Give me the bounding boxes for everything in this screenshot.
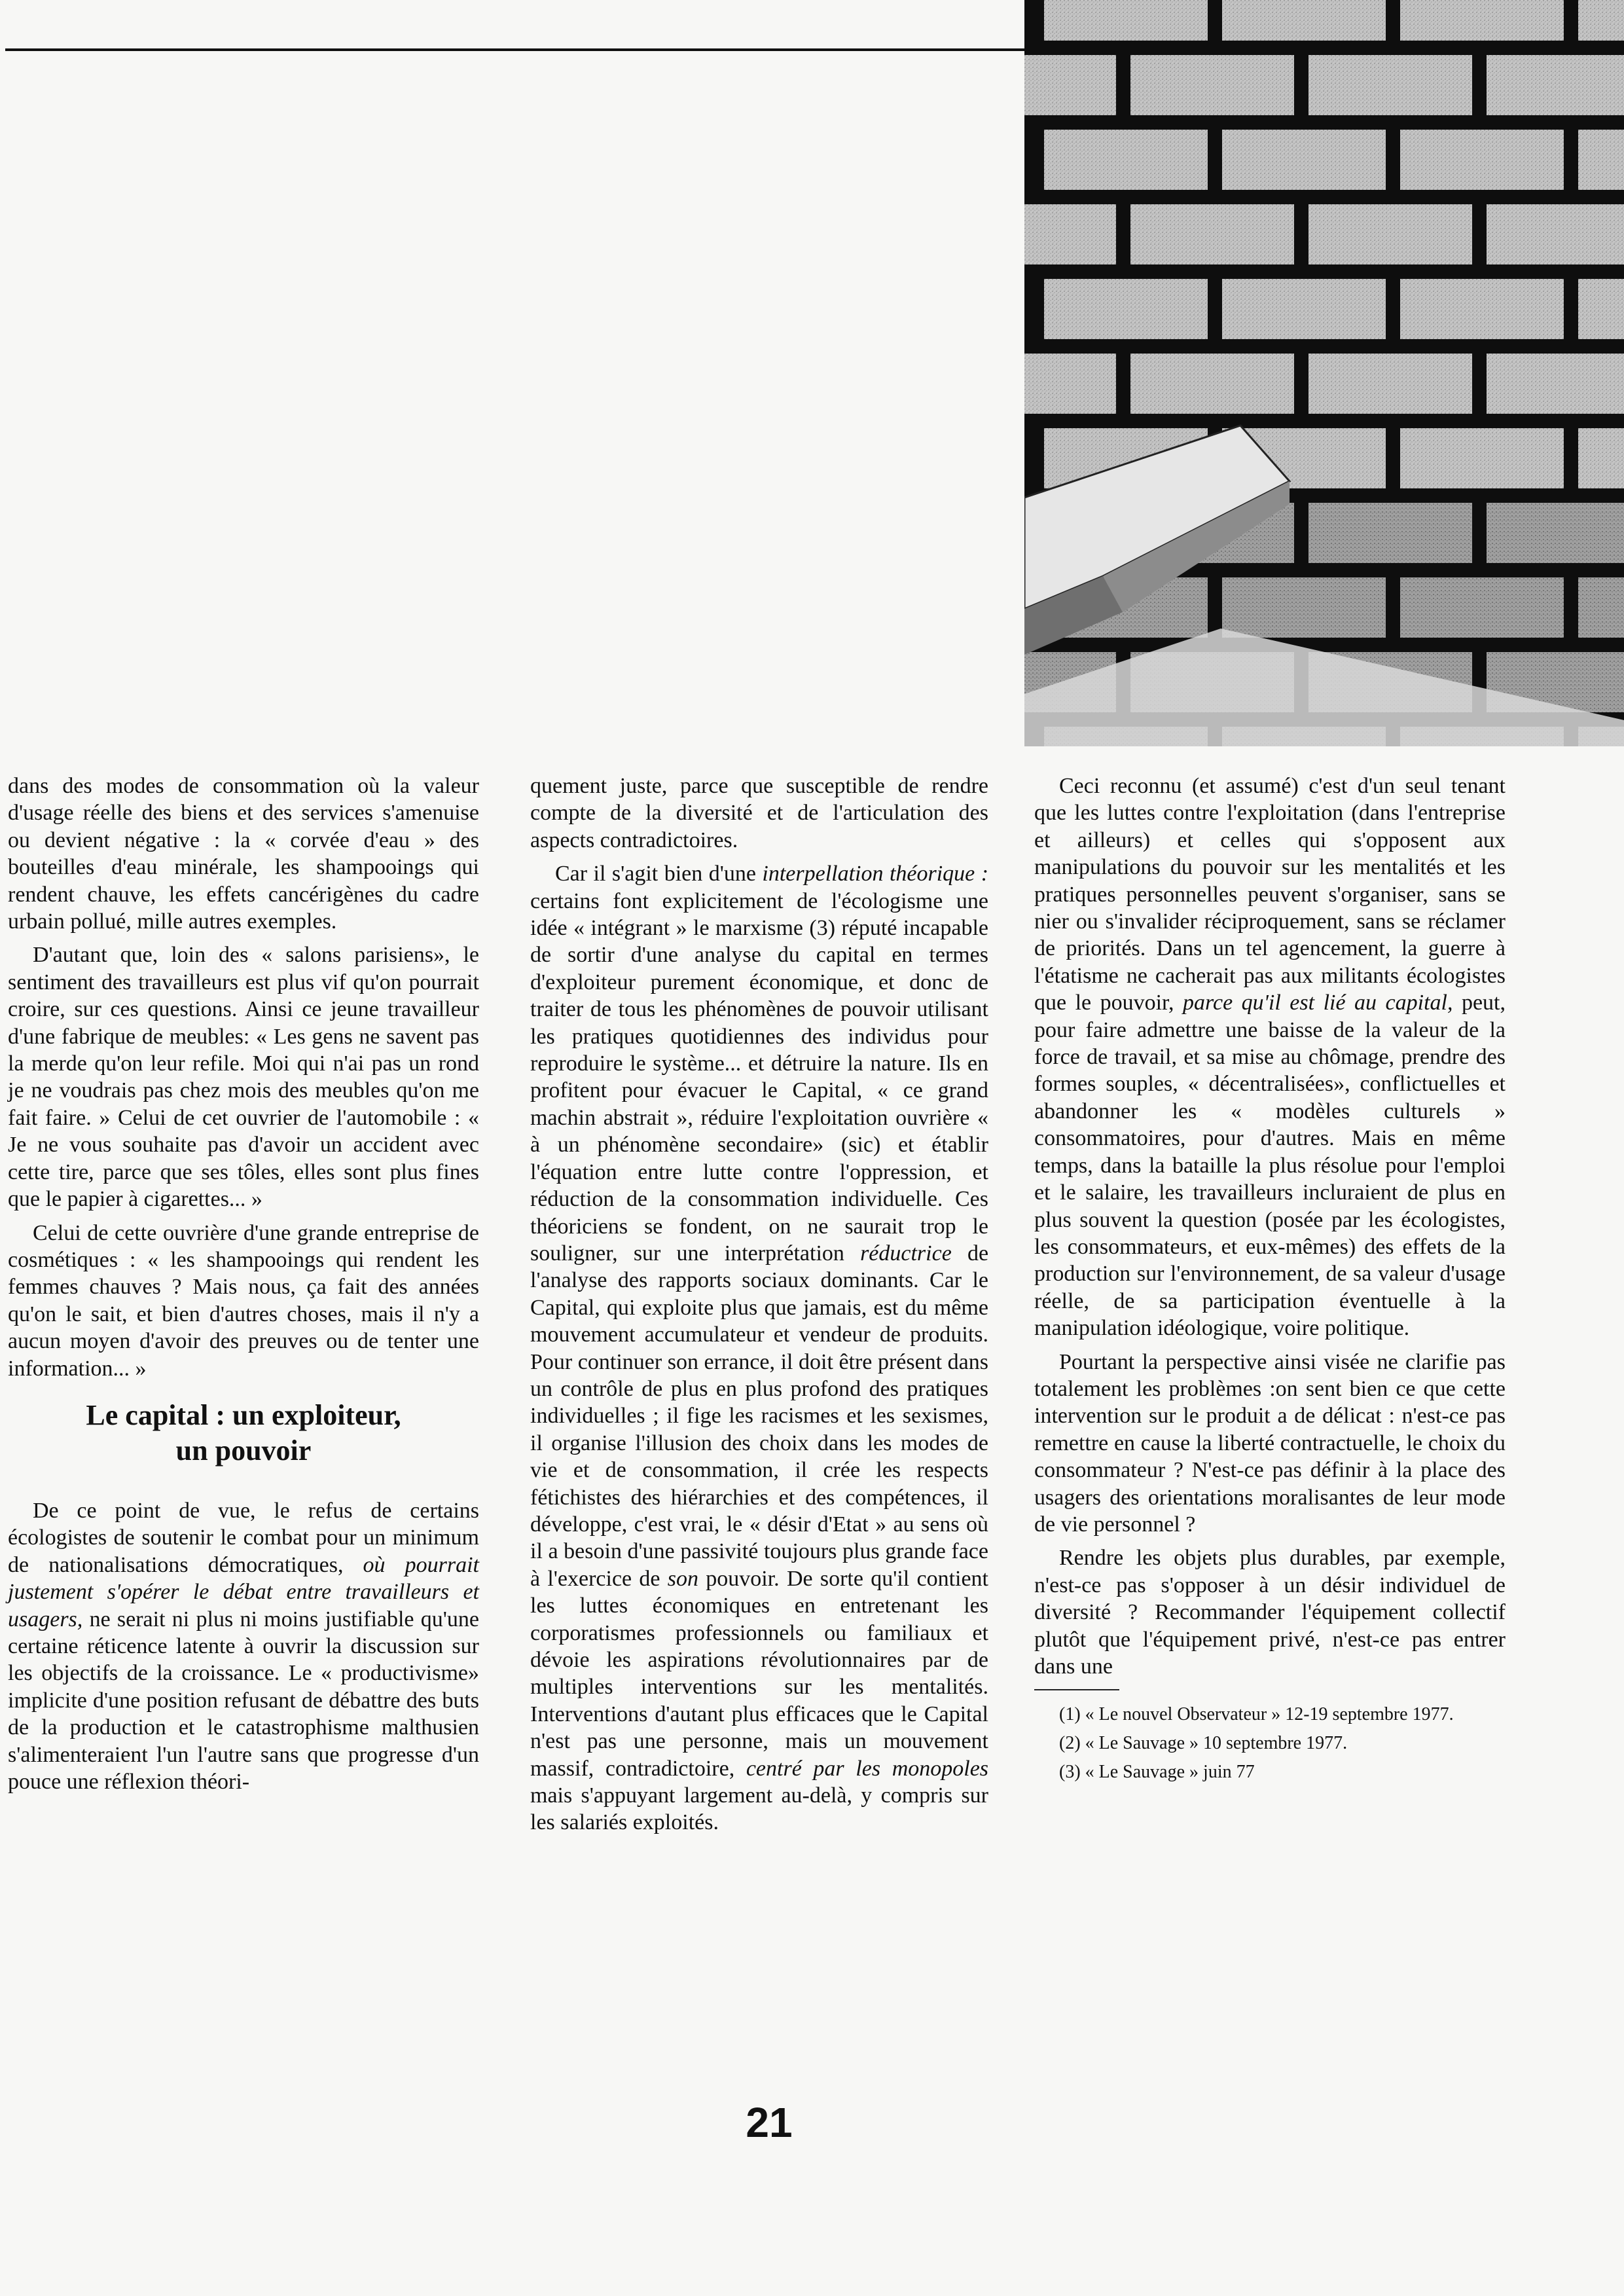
section-heading — [8, 1398, 479, 1468]
heading-line: un pouvoir — [175, 1434, 312, 1467]
paragraph: Car il s'agit bien d'une interpellation théorique : certains font explicitement de l'écologisme une idée « intégrant » le marxisme (3) réputé incapable de sortir d'une analyse du capital en termes d'exploiteur purement économique, et donc de traiter de tous les phénomènes de pouvoir utilisant les pratiques quotidiennes des individus pour reproduire le système... et détruire la nature. Ils en profitent pour évacuer le Capital, « ce grand machin abstrait », réduire l'exploitation ouvrière « à un phénomène secondaire» (sic) et établir l'équation entre lutte contre l'oppression, et réduction de la consommation individuelle. Ces théoriciens se fondent, on ne saurait trop le souligner, sur une interprétation réductrice de l'analyse des rapports sociaux dominants. Car le Capital, qui exploite plus que jamais, est du même mouvement accumulateur et vendeur de produits. Pour continuer son errance, il doit être présent dans un contrôle de plus en plus profond des pratiques individuelles ; il fige les racismes et les sexismes, il organise l'illusion des choix dans les modes de vie et de consommation, il crée les respects fétichistes des hiérarchies et des compétences, il développe, c'est vrai, le « désir d'Etat » au sens où il a besoin d'une passivité toujours plus grande face à l'exercice de son pouvoir. De sorte qu'il contient les luttes économiques en entretenant les corporatismes professionnels ou familiaux et dévoie les aspirations révolutionnaires par de multiples interventions sur les mentalités. Interventions d'autant plus efficaces que le Capital n'est pas une personne, mais un mouvement massif, contradictoire, centré par les monopoles mais s'appuyant largement au-delà, y compris sur les salariés exploités. — [530, 862, 989, 1835]
footnote: (2) « Le Sauvage » 10 septembre 1977. — [1059, 1733, 1348, 1754]
italic-text: centré par les monopoles — [746, 1756, 989, 1781]
footnote: (3) « Le Sauvage » juin 77 — [1059, 1762, 1255, 1783]
italic-text: où pourrait justement s'opérer le débat entre travailleurs et usagers, — [8, 1552, 479, 1631]
column-left — [8, 773, 479, 1802]
paragraph: Pourtant la perspective ainsi visée ne clarifie pas totalement les problèmes :on sent bien ce que cette intervention sur le produit a de délicat : n'est-ce pas remettre en cause la liberté contractuelle, le choix du consommateur ? N'est-ce pas définir à la place des usagers des orientations moralisantes de leur mode de vie personnel ? — [1034, 1349, 1506, 1537]
paragraph: Celui de cette ouvrière d'une grande entreprise de cosmétiques : « les shampooings qui rendent les femmes chauves ? Mais nous, ça fait des années qu'on le sait, et bien d'autres choses, mais il n'y a aucun moyen d'avoir des preuves ou de tenter une information... » — [8, 1220, 479, 1381]
column-middle — [530, 773, 988, 1843]
top-rule — [5, 48, 1026, 51]
italic-text: parce qu'il est lié au capital, — [1183, 991, 1453, 1015]
italic-text: son — [667, 1566, 699, 1591]
italic-text: interpellation théorique : — [762, 862, 989, 886]
italic-text: réductrice — [860, 1241, 952, 1266]
paragraph: D'autant que, loin des « salons parisiens», le sentiment des travailleurs est plus vif qu'on pourrait croire, sur ces questions. Ainsi ce jeune travailleur d'une fabrique de meubles: « Les gens ne savent pas la merde qu'on leur refile. Moi qui n'ai pas un rond je ne voudrais pas chez mois des meubles qu'on me fait faire. » Celui de cet ouvrier de l'automobile : « Je ne vous souhaite pas d'avoir un accident avec cette tire, parce que ses tôles, elles sont plus fines que le papier à cigarettes... » — [8, 943, 479, 1212]
paragraph: quement juste, parce que susceptible de rendre compte de la diversité et de l'articulation des aspects contradictoires. — [530, 774, 988, 852]
paragraph: dans des modes de consommation où la valeur d'usage réelle des biens et des services s'amenuise ou devient négative : la « corvée d'eau » des bouteilles d'eau minérale, les shampooings qui rendent chauve, les effets cancérigènes du cadre urbain pollué, mille autres exemples. — [8, 774, 479, 934]
page-number: 21 — [746, 2099, 793, 2146]
footnote: (1) « Le nouvel Observateur » 12-19 septembre 1977. — [1059, 1704, 1454, 1725]
paragraph: Ceci reconnu (et assumé) c'est d'un seul tenant que les luttes contre l'exploitation (dans l'entreprise et ailleurs) et celles qui s'opposent aux manipulations du pouvoir sur les mentalités et les pratiques personnelles peuvent s'organiser, sans se nier ou s'invalider réciproquement, sans se réclamer de priorités. Dans un tel agencement, la guerre à l'étatisme ne cacherait pas aux militants écologistes que le pouvoir, parce qu'il est lié au capital, peut, pour faire admettre une baisse de la valeur de la force de travail, et sa mise au chômage, prendre des formes souples, « décentralisées», conflictuelles et abandonner les « modèles culturels » consommatoires, pour d'autres. Mais en même temps, dans la bataille la plus résolue pour l'emploi et le salaire, les travailleurs incluraient de plus en plus souvent la question (posée par les écologistes, les consommateurs, et eux-mêmes) des effets de la production sur l'environnement, de sa valeur d'usage réelle, de sa participation éventuelle à la manipulation idéologique, voire politique. — [1034, 774, 1506, 1341]
paragraph: Rendre les objets plus durables, par exemple, n'est-ce pas s'opposer à un désir individuel de diversité ? Recommander l'équipement collectif plutôt que l'équipement privé, n'est-ce pas entrer dans une — [1034, 1546, 1506, 1679]
brick-wall-photo — [1024, 0, 1624, 746]
paragraph: De ce point de vue, le refus de certains écologistes de soutenir le combat pour un minimum de nationalisations démocratiques, où pourrait justement s'opérer le débat entre travailleurs et usagers, ne serait ni plus ni moins justifiable qu'une certaine réticence latente à ouvrir la discussion sur les objectifs de la croissance. Le « productivisme» implicite d'une position refusant de débattre des buts de la production et le catastrophisme malthusien s'alimenteraient l'un l'autre sans que progresse d'un pouce une réflexion théori- — [8, 1498, 479, 1794]
footnote-rule — [1034, 1689, 1119, 1690]
heading-line: Le capital : un exploiteur, — [86, 1398, 401, 1431]
column-right — [1034, 773, 1506, 1790]
